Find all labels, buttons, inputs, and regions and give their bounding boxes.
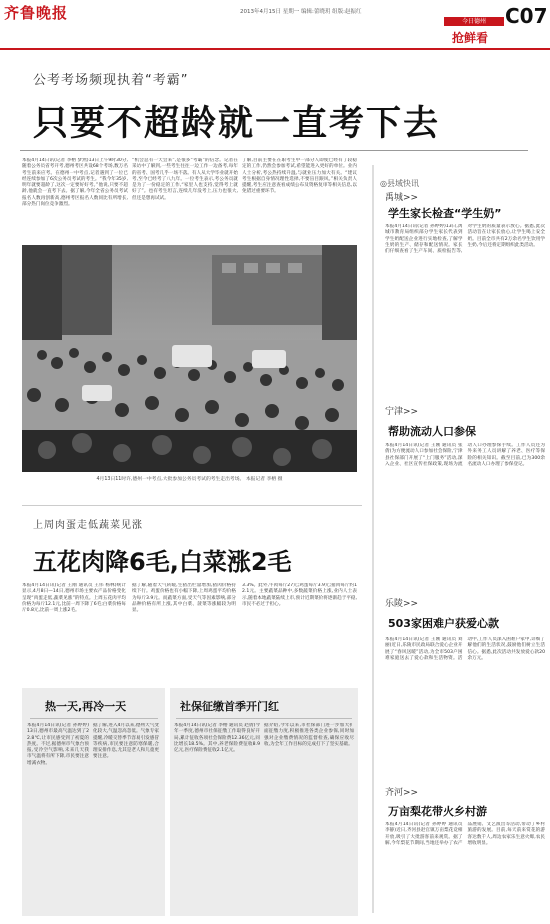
side-item-1-headline: 帮助流动人口参保 [388,425,476,438]
side-label-icon: ◎ [380,179,387,188]
side-item-3-body: 本报4月14日讯(记者 孙婷婷 通讯员 李静)近日,齐河县赵官镇万亩梨花竞相开放,吸引了大批游客前来观赏。据了解,今年梨花节期间,当地还举办了农产品展销、文艺演出等活动,带动了乡村旅游的发展。目前,每天前来赏花的游客达数千人,周边农家乐生意火爆,农民增收明显。 [385,822,545,846]
side-item-2-place: 乐陵>> [385,599,419,609]
story2-kicker: 上周肉蛋走低蔬菜见涨 [33,520,143,531]
masthead-rule [0,48,550,50]
lead-col2: “机会总有一天会来”,是很多“考霸”的信念。记者在采访中了解到,一些考生往往一边工作一边备考,每年的省考、国考几乎一场不落。有人从大学毕业就开始考,至今已经考了八九年。一位考生表示,考公务员就是为了一份稳定的工作,“家里人也支持,觉得考上就好了”。也有考生坦言,连续几年没考上,压力也很大,但还是想再试试。 [132,158,238,201]
story2-headline: 五花肉降6毛,白菜涨2毛 [33,548,292,576]
weather-rule [30,718,158,719]
story2-col1: 本报4月14日讯(记者 王刚 通讯员 王伟 杨林)统计显示,4月8日—14日,德州市场主要农产品价格变化呈现“肉蛋走低,蔬菜见涨”的特点。上周五花肉平均价格为每斤12.1元,比前一周下降了6毛;白菜价格每斤0.8元,比前一周上涨2毛。 [22,583,126,614]
social-col1: 本报4月14日讯(记者 李榕 通讯员 赵倩)今年一季度,德州市社保征缴工作取得良好开局,累计征收各项社会保险费12.36亿元,同比增长18.5%。其中,养老保险费征收8.9亿元,医疗保险费征收2.1亿元。 [174,723,260,754]
weather-col1: 本报4月14日讯(记者 孙婷婷)13日,德州市最高气温达到了22.8℃,让市民感受到了初夏的热度。不过,据德州市气象台预报,受冷空气影响,未来几天我市气温将有所下降,市民要注意增减衣物。 [27,723,89,766]
side-item-3-headline: 万亩梨花带火乡村游 [388,805,487,818]
lead-col1: 本报4月14日讯(记者 李榕 梦然)13日上午9时30分,随着公务员省考开考,德州考区共设68个考场,数万名考生前来应考。在德州一中考点,记者遇到了一位已经连续参加了6次公务员考试的考生。“我今年35岁,明年就要超龄了,这次一定要好好考。”他说,只要不超龄,他就会一直考下去。据了解,今年全省公务员考试报名人数再创新高,德州考区报名人数同比有所增长,部分热门岗位竞争激烈。 [22,158,128,208]
paper-name: 齐鲁晚报 [4,4,69,22]
side-item-1-place: 宁津>> [385,407,419,417]
page-number: C07 [505,4,548,28]
side-item-0-headline: 学生家长检查“学生奶” [388,207,502,220]
weather-col2: 据了解,进入4月以来,德州天气变化较大,气温忽高忽低。气象专家提醒,冷暖交替季节容易引发感冒等疾病,市民要注意防寒保暖,合理安排作息,尤其是老人和儿童更要注意。 [93,723,159,760]
story2-col3: 3.3%。此外,牛肉每斤27元;鸡蛋每斤3.9元;猪肉每斤约12.1元。主要蔬菜品种中,多数蔬菜价格上涨,业内人士表示,随着本地蔬菜陆续上市,预计近期菜价将逐渐趋于平稳,市民不必过于担心。 [242,583,357,607]
side-item-2-body: 本报4月14日讯(记者 王刚 通讯员 刘丽)近日,乐陵市民政局联合爱心企业开展了“春风送暖”活动,为全市503户困难家庭送去了爱心款和生活物资。活动中,工作人员深入困难户家中,详细了解他们的生活状况,鼓励他们树立生活信心。据悉,此次活动共发放爱心款20余万元。 [385,637,545,661]
lead-headline: 只要不超龄就一直考下去 [33,104,441,144]
social-rule [176,718,352,719]
side-item-0-place: 禹城>> [385,193,419,203]
social-headline: 社保征缴首季开门红 [180,700,279,713]
section-title: 抢鲜看 [452,31,489,45]
edition-tag: 今日德州 [444,17,504,26]
lead-kicker: 公考考场频现执着“考霸” [33,73,189,88]
side-item-3-place: 齐河>> [385,788,419,798]
side-item-0-body: 本报4月14日讯(记者 孙婷婷)13日,禹城市教育局组织部分学生家长代表到学生奶配送企业进行实地检查,了解学生奶的生产、储存和配送情况。家长们仔细查看了生产车间、质检报告等,对学生奶的质量表示放心。据悉,此次活动旨在让家长放心,让学生喝上安全奶。目前全市共有2万余名学生饮用学生奶,今后还将定期组织此类活动。 [385,224,545,255]
side-item-2-headline: 503家困难户获爱心款 [388,617,499,630]
side-item-1-body: 本报4月14日讯(记者 王刚 通讯员 张倩)为方便流动人口参加社会保险,宁津县社保部门开展了“上门服务”活动,深入企业、社区宣传社保政策,现场为流动人口办理参保手续。工作人员还为外来务工人员讲解了养老、医疗等保险的相关知识。截至目前,已为300余名流动人口办理了参保登记。 [385,443,545,467]
social-col2: 据介绍,今年以来,市社保部门进一步加大扩面征缴力度,积极推进各类企业参保,同时加强对企业缴费情况的监督检查,确保应收尽收,为全年工作目标的完成打下了坚实基础。 [264,723,354,747]
lead-rule [20,150,528,151]
photo-caption: 4月13日11时许,德州一中考点,大批参加公务员考试的考生走出考场。 本报记者 李榕 摄 [96,477,283,482]
weather-headline: 热一天,再冷一天 [45,700,127,713]
page-meta: 2013年4月15日 星期一 编辑:蕾晓玥 组版:赵振红 [240,9,362,15]
story2-col2: 据了解,随着天气转暖,生猪出栏量增加,猪肉价格持续下行。鸡蛋价格也有小幅下降,上周鸡蛋平均价格为每斤3.9元。而蔬菜方面,受天气等因素影响,部分品种价格有所上涨,其中白菜、菠菜等涨幅较为明显。 [132,583,236,614]
side-divider [372,165,374,913]
side-label: ◎县域快讯 [380,179,419,188]
lead-photo [22,245,357,472]
lead-col3: 了解,目前主要在在职考生中一部分人即使已经有了较稳定的工作,仍然会参加考试,希望能进入更好的单位。业内人士分析,考公热持续升温,与就业压力加大有关。“建议考生根据自身情况理性选择,不要盲目跟风。”相关负责人提醒,考生应注意查看成绩公布及资格复审等相关信息,以免错过重要环节。 [242,158,357,195]
story2-rule [22,505,362,506]
